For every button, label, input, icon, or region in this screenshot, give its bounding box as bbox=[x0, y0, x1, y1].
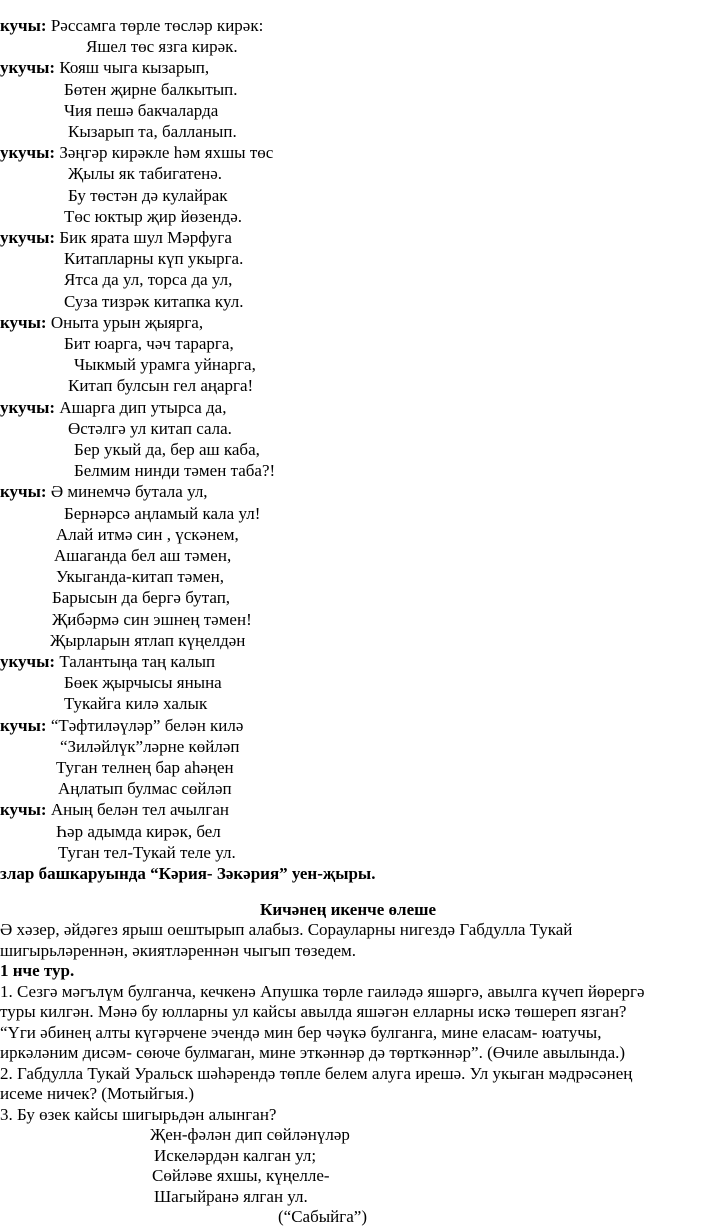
question-line: “Үги әбинең алты күгәрчене эчендә мин бер чәүкә булганга, мине еласам- юатучы, bbox=[0, 1022, 602, 1042]
poem-line: Чия пешә бакчаларда bbox=[64, 100, 219, 120]
poem-line: Алай итмә син , үскәнем, bbox=[56, 524, 239, 544]
poem-line: Туган телнең бар аһәңен bbox=[56, 758, 234, 777]
poem-line: Җырларын ятлап күңелдән bbox=[50, 630, 246, 650]
poem-line: укучы: Кояш чыга кызарып, bbox=[0, 58, 210, 78]
poem-line: кучы: Рәссамга төрле төсләр кирәк: bbox=[0, 16, 264, 35]
excerpt-line: Җен-фәлән дип сөйләнүләр bbox=[150, 1125, 350, 1144]
poem-line: Бөтен җирне балкытып. bbox=[64, 79, 238, 99]
speaker-label: укучы: bbox=[0, 143, 56, 163]
speaker-label: укучы: bbox=[0, 228, 56, 247]
excerpt-line: Искеләрдән калган ул; bbox=[154, 1145, 317, 1165]
poem-line: Бөек җырчысы янына bbox=[64, 673, 222, 693]
poem-line: кучы: Оныта урын җыярга, bbox=[0, 312, 204, 332]
poem-line: Төс юктыр җир йөзендә. bbox=[64, 206, 243, 226]
poem-line: Укыганда-китап тәмен, bbox=[56, 567, 224, 587]
poem-line: Барысын да бергә бутап, bbox=[52, 588, 231, 608]
poem-line: Ятса да ул, торса да ул, bbox=[64, 270, 233, 290]
poem-line: укучы: Зәңгәр кирәкле һәм яхшы төс bbox=[0, 143, 274, 163]
question-line: исеме ничек? (Мотыйгыя.) bbox=[0, 1084, 194, 1103]
speaker-label: кучы: bbox=[0, 16, 47, 35]
poem-line: Суза тизрәк китапка кул. bbox=[64, 291, 244, 311]
poem-line: Белмим нинди тәмен таба?! bbox=[74, 461, 276, 481]
poem-line: Бер укый да, бер аш каба, bbox=[74, 440, 260, 459]
question-line: 2. Габдулла Тукай Уральск шәһәрендә төпле белем алуга ирешә. Ул укыган мәдрәсәнең bbox=[0, 1063, 633, 1083]
excerpt-source: (“Сабыйга”) bbox=[278, 1207, 367, 1226]
poem-line: Кызарып та, балланып. bbox=[68, 122, 237, 141]
question-line: 3. Бу өзек кайсы шигырьдән алынган? bbox=[0, 1104, 277, 1124]
poem-line: укучы: Ашарга дип утырса да, bbox=[0, 397, 227, 417]
poem-line: Җибәрмә син эшнең тәмен! bbox=[52, 609, 252, 629]
poem-line: Өстәлгә ул китап сала. bbox=[68, 418, 232, 438]
intro-line: Ә хәзер, әйдәгез ярыш оештырып алабыз. Сорауларны нигездә Габдулла Тукай bbox=[0, 920, 573, 939]
poem-line: кучы: Аның белән тел ачылган bbox=[0, 800, 229, 820]
question-line: 1. Сезгә мәгълүм булганча, кечкенә Апушка төрле гаиләдә яшәргә, авылга күчеп йөрергә bbox=[0, 981, 645, 1001]
speaker-label: кучы: bbox=[0, 715, 47, 735]
poem-line: Китап булсын гел аңарга! bbox=[68, 376, 254, 396]
poem-line: Яшел төс язга кирәк. bbox=[86, 37, 238, 57]
poem-line: Китапларны күп укырга. bbox=[64, 249, 244, 269]
poem-closing: злар башкаруында “Кәрия- Зәкәрия” уен-җыры. bbox=[0, 864, 376, 883]
speaker-label: укучы: bbox=[0, 397, 56, 417]
question-line: туры килгән. Мәнә бу юлларны ул кайсы авылда яшәгән елларны искә төшереп язган? bbox=[0, 1002, 627, 1021]
poem-line: Ашаганда бел аш тәмен, bbox=[54, 546, 232, 565]
speaker-label: укучы: bbox=[0, 652, 56, 671]
section-heading: Кичәнең икенче өлеше bbox=[260, 900, 437, 919]
poem-line: Туган тел-Тукай теле ул. bbox=[58, 842, 236, 862]
intro-line: шигырьләреннән, әкиятләреннән чыгып төзедем. bbox=[0, 940, 357, 960]
excerpt-line: Шагыйранә ялган ул. bbox=[154, 1186, 308, 1206]
poem-line: Тукайга килә халык bbox=[64, 694, 208, 714]
question-line: иркәләним дисәм- сөюче булмаган, мине эткәннәр дә төрткәннәр”. (Өчиле авылында.) bbox=[0, 1043, 626, 1062]
speaker-label: кучы: bbox=[0, 482, 47, 502]
poem-line: Аңлатып булмас сөйләп bbox=[58, 779, 232, 799]
poem-line: укучы: Талантыңа таң калып bbox=[0, 652, 216, 671]
poem-line: Бу төстән дә кулайрак bbox=[68, 185, 228, 205]
poem-line: Бит юарга, чәч тарарга, bbox=[64, 334, 234, 353]
speaker-label: укучы: bbox=[0, 58, 56, 78]
poem-line: Бернәрсә аңламый кала ул! bbox=[64, 503, 261, 523]
poem-line: “Зиләйлүк”ләрне көйләп bbox=[60, 736, 240, 756]
round-title: 1 нче тур. bbox=[0, 961, 75, 980]
poem-line: укучы: Бик ярата шул Мәрфуга bbox=[0, 228, 232, 247]
speaker-label: кучы: bbox=[0, 800, 47, 820]
poem-line: Һәр адымда кирәк, бел bbox=[56, 821, 221, 841]
excerpt-line: Сөйләве яхшы, күңелле- bbox=[152, 1166, 330, 1185]
speaker-label: кучы: bbox=[0, 312, 47, 332]
poem-line: кучы: Ә минемчә бутала ул, bbox=[0, 482, 208, 502]
poem-line: Җылы як табигатенә. bbox=[68, 164, 223, 184]
poem-line: кучы: “Тәфтиләүләр” белән килә bbox=[0, 715, 244, 735]
poem-line: Чыкмый урамга уйнарга, bbox=[74, 355, 256, 375]
